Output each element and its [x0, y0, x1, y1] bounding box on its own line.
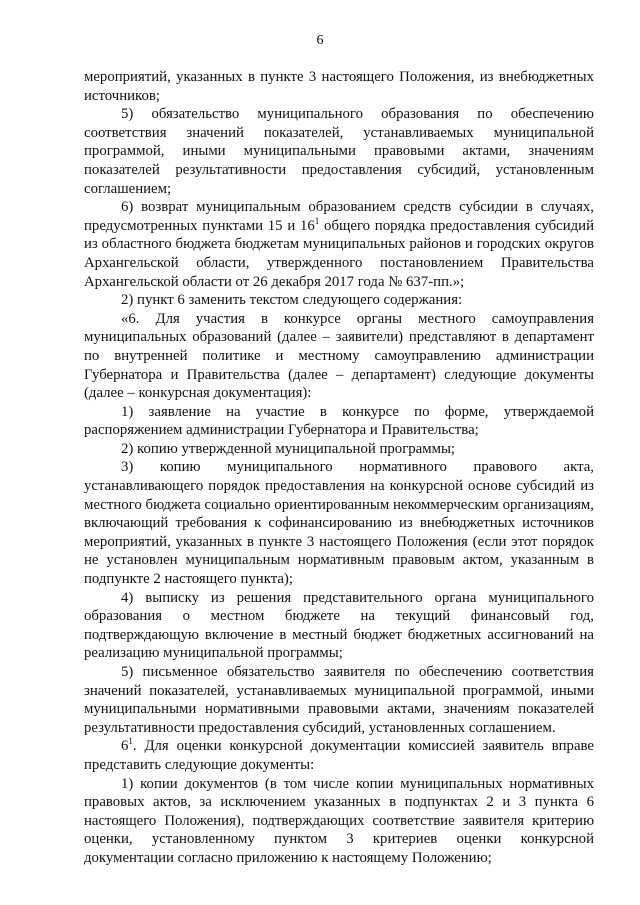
paragraph-item-5-obligation: 5) обязательство муниципального образования по обеспечению соответствия значений показателей, устанавливаемых муниципальной программой, иными муниципальными правовыми актами, значениям показателей результативности предоставления субсидий, установленным соглашением; — [84, 106, 594, 197]
paragraph-text-start: 6 — [121, 738, 129, 755]
paragraph-doc-5: 5) письменное обязательство заявителя по обеспечению соответствия значений показателей, устанавливаемых муниципальной программой, иными муниципальными нормативными правовыми актами, значениям показателей результативности предоставления субсидий, установленных соглашением. — [84, 664, 594, 736]
document-body — [84, 68, 594, 868]
paragraph-text-start: 6) возврат муниципальным образованием средств субсидии в случаях, предусмотренных пунктами 15 и 16 — [84, 199, 594, 234]
page-number: 6 — [316, 33, 324, 48]
paragraph-text-end: общего порядка предоставления субсидий из областного бюджета бюджетам муниципальных районов и городских округов Архангельской области, утвержденного постановлением Правительства Архангельской области от 26 декабря 2017 года № 637-пп.»; — [84, 217, 594, 290]
paragraph-doc-1: 1) заявление на участие в конкурсе по форме, утверждаемой распоряжением администрации Губернатора и Правительства; — [84, 403, 594, 439]
paragraph-point-6: «6. Для участия в конкурсе органы местного самоуправления муниципальных образований (далее – заявители) представляют в департамент по внутренней политике и местному самоуправлению администрации Губернатора и Правительства (далее – департамент) следующие документы (далее – конкурсная документация): — [84, 310, 594, 402]
paragraph-doc-3: 3) копию муниципального нормативного правового акта, устанавливающего порядок предоставления на конкурсной основе субсидий из местного бюджета социально ориентированным некоммерческим организациям, включающий требования к софинансированию из внебюджетных источников мероприятий, указанных в пункте 3 настоящего Положения (если этот порядок не установлен муниципальным нормативным правовым актом, указанным в подпункте 2 настоящего пункта); — [84, 459, 594, 588]
paragraph-doc-2: 2) копию утвержденной муниципальной программы; — [121, 440, 456, 457]
superscript-mark: 1 — [128, 736, 133, 747]
paragraph-continuation: мероприятий, указанных в пункте 3 настоящего Положения, из внебюджетных источников; — [84, 69, 594, 104]
paragraph-text-end: . Для оценки конкурсной документации комиссией заявитель вправе представить следующие документы: — [84, 738, 594, 773]
paragraph-doc-4: 4) выписку из решения представительного органа муниципального образования о местном бюджете на текущий финансовый год, подтверждающую включение в местный бюджет бюджетных ассигнований на реализацию муниципальной программы; — [84, 589, 594, 662]
paragraph-optional-doc-1: 1) копии документов (в том числе копии муниципальных нормативных правовых актов, за исключением указанных в подпунктах 2 и 3 пункта 6 настоящего Положения), подтверждающих соответствие заявителя критерию оценки, установленному пунктом 3 критериев оценки конкурсной документации согласно приложению к настоящему Положению; — [84, 775, 594, 866]
superscript-mark: 1 — [314, 215, 320, 226]
paragraph-amendment-2: 2) пункт 6 заменить текстом следующего содержания: — [121, 292, 463, 309]
paragraph-point-6-1 — [84, 737, 594, 774]
paragraph-item-6-refund — [84, 198, 594, 291]
